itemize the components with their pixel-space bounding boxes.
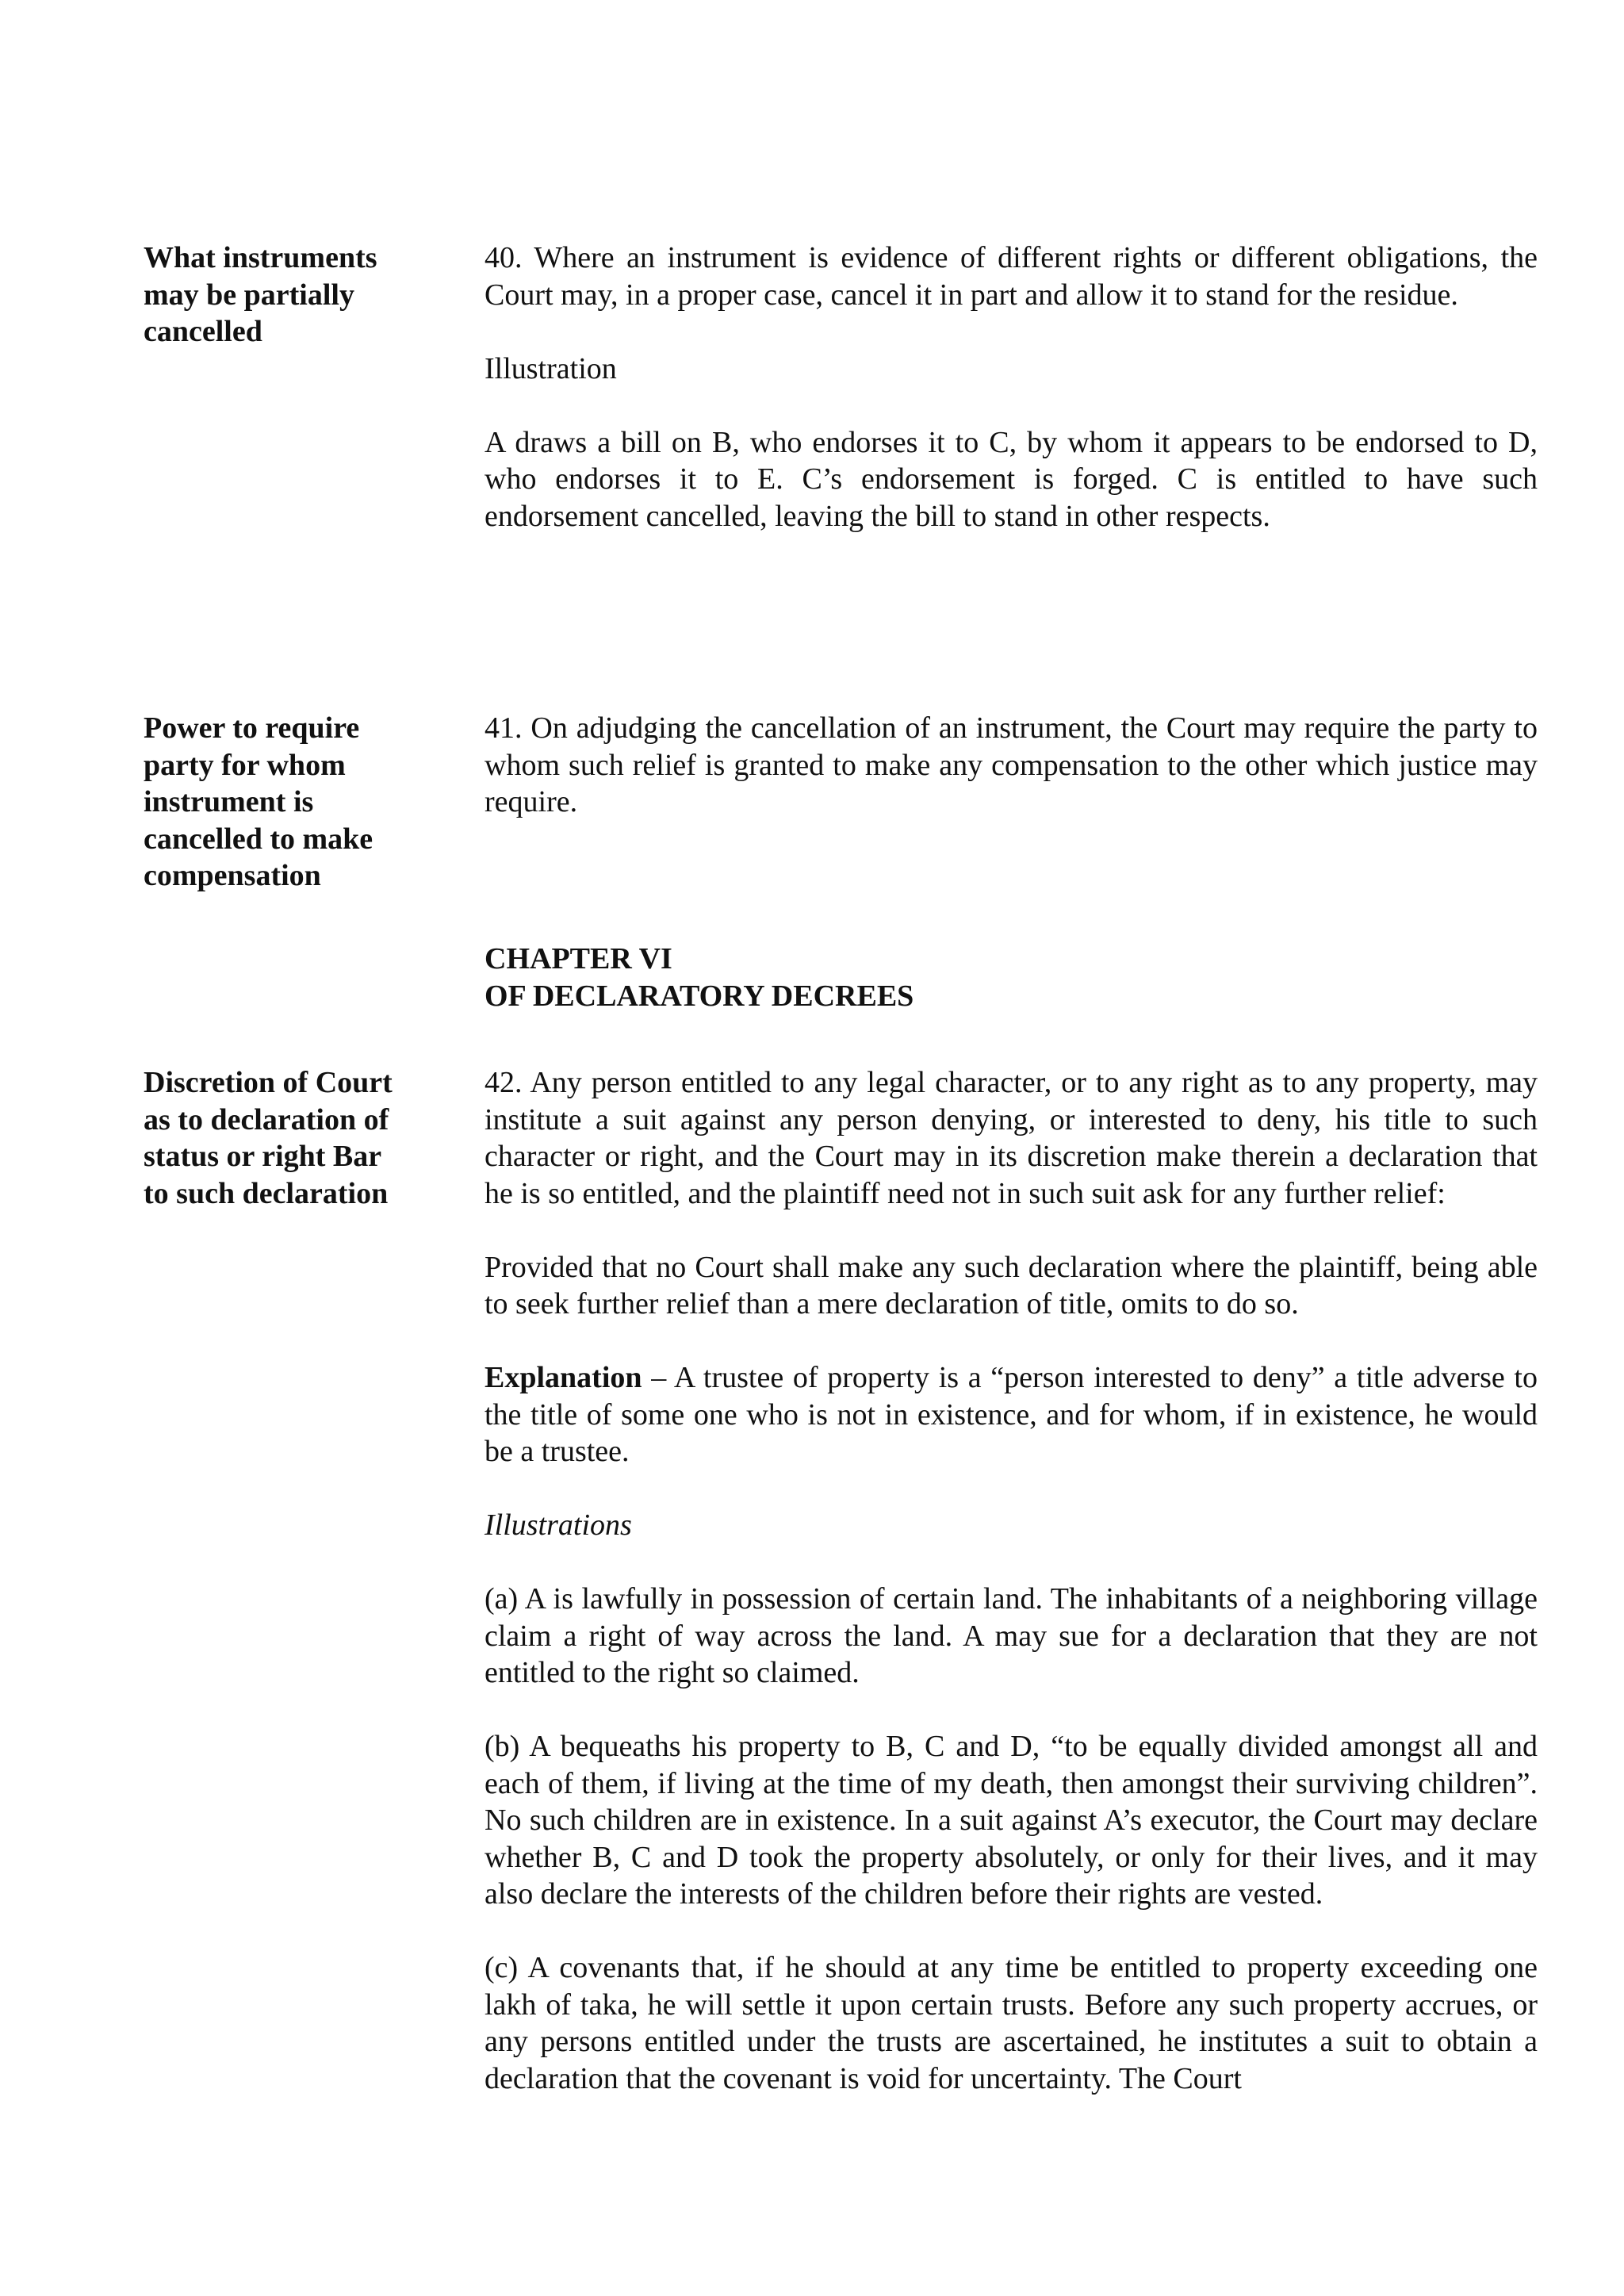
section-42 [485, 1064, 1538, 2097]
chapter-heading [485, 941, 1538, 1014]
explanation-label: Explanation [485, 1361, 642, 1394]
section-42-text: 42. Any person entitled to any legal character, or to any right as to any property, may institute a suit against any person denying, or interested to deny, his title to such character or right, and the Court may in its discretion make therein a declaration that he is so entitled, and the plaintiff need not in such suit ask for any further relief: [485, 1066, 1538, 1210]
illustrations-label-42: Illustrations [485, 1508, 632, 1542]
section-40 [485, 240, 1538, 535]
illustration-40: A draws a bill on B, who endorses it to C, by whom it appears to be endorsed to D, who endorses it to E. C’s endorsement is forged. C is entitled to have such endorsement cancelled, leaving the bill to stand in other respects. [485, 425, 1538, 533]
section-41 [485, 710, 1538, 821]
section-40-text: 40. Where an instrument is evidence of different rights or different obligations, the Court may, in a proper case, cancel it in part and allow it to stand for the residue. [485, 241, 1538, 312]
chapter-title: OF DECLARATORY DECREES [485, 979, 914, 1013]
illustration-42-a: (a) A is lawfully in possession of certain land. The inhabitants of a neighboring village claim a right of way across the land. A may sue for a declaration that they are not entitled to the right so claimed. [485, 1582, 1538, 1689]
marginal-note-42: Discretion of Court as to declaration of status or right Bar to such declaration [144, 1066, 393, 1210]
section-42-explanation [485, 1359, 1538, 1470]
section-41-text: 41. On adjudging the cancellation of an instrument, the Court may require the party to whom such relief is granted to make any compensation to the other which justice may require. [485, 711, 1538, 818]
chapter-number: CHAPTER VI [485, 942, 672, 976]
illustration-42-b: (b) A bequeaths his property to B, C and D, “to be equally divided amongst all and each of them, if living at the time of my death, then amongst their surviving children”. No such children are in existence. In a suit against A’s executor, the Court may declare whether B, C and D took the property absolutely, or only for their lives, and it may also declare the interests of the children before their rights are vested. [485, 1730, 1538, 1911]
illustration-42-c: (c) A covenants that, if he should at any time be entitled to property exceeding one lakh of taka, he will settle it upon certain trusts. Before any such property accrues, or any persons entitled under the trusts are ascertained, he institutes a suit to obtain a declaration that the covenant is void for uncertainty. The Court [485, 1951, 1538, 2095]
explanation-text: – A trustee of property is a “person interested to deny” a title adverse to the title of some one who is not in existence, and for whom, if in existence, he would be a trustee. [485, 1361, 1538, 1468]
section-42-proviso: Provided that no Court shall make any such declaration where the plaintiff, being able to seek further relief than a mere declaration of title, omits to do so. [485, 1250, 1538, 1320]
illustration-label-40: Illustration [485, 351, 617, 385]
marginal-note-41: Power to require party for whom instrument is cancelled to make compensation [144, 711, 373, 892]
marginal-note-40: What instruments may be partially cancelled [144, 241, 377, 348]
